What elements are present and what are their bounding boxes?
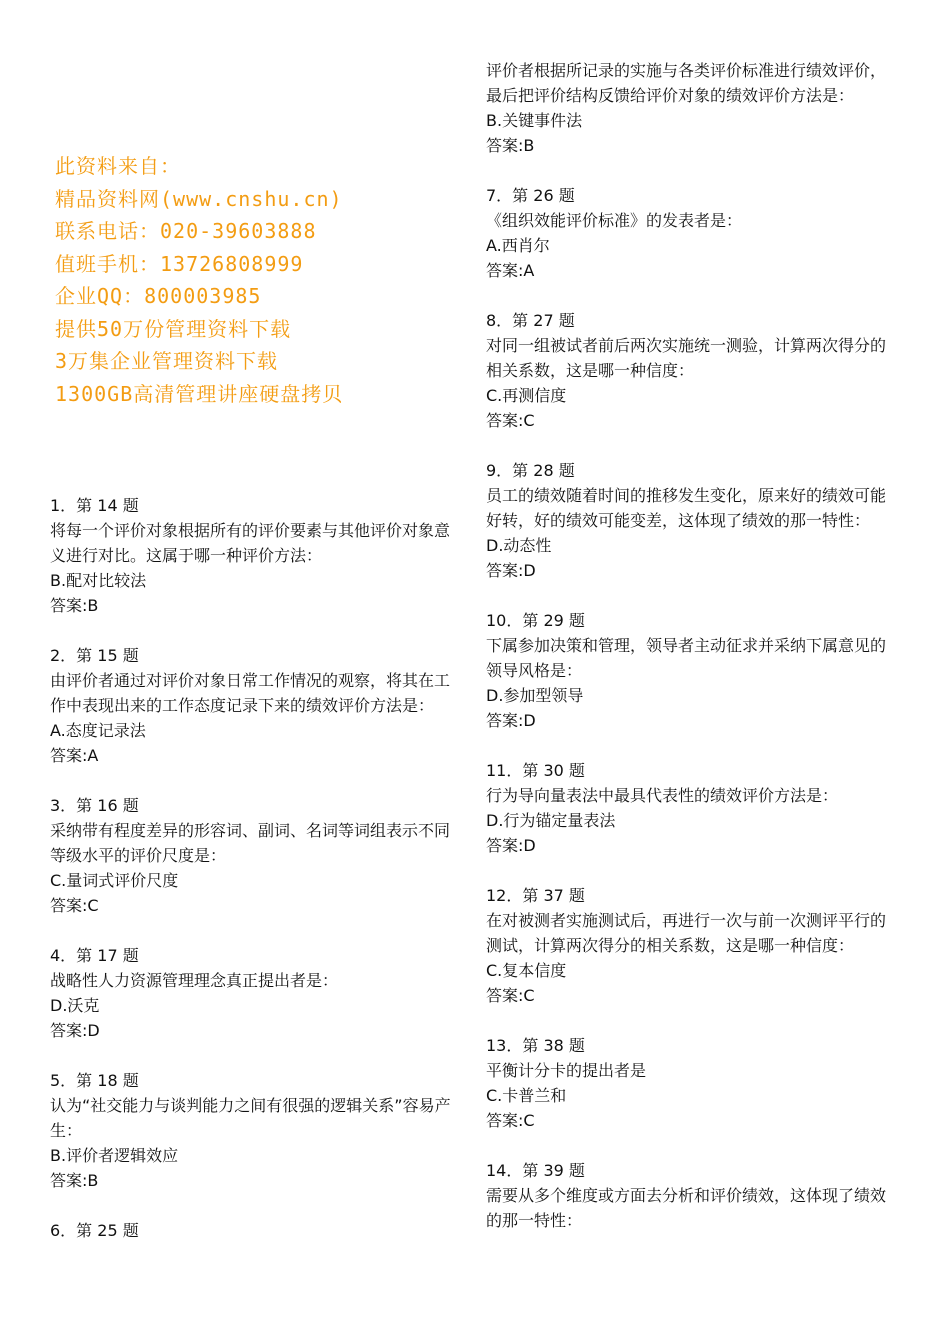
question-option: A.西肖尔 (486, 236, 550, 255)
source-info-block (55, 150, 455, 410)
question-text: 需要从多个维度或方面去分析和评价绩效，这体现了绩效的那一特性： (486, 1186, 887, 1230)
question-option: C.再测信度 (486, 386, 567, 405)
question-heading: 1．第 14 题 (50, 496, 139, 515)
question-option: B.关键事件法 (486, 111, 583, 130)
question-item (486, 458, 896, 583)
question-item (486, 58, 896, 158)
question-item (486, 1158, 896, 1233)
question-answer: 答案:D (486, 711, 536, 730)
question-heading: 14．第 39 题 (486, 1161, 585, 1180)
question-option: C.卡普兰和 (486, 1086, 567, 1105)
question-text: 采纳带有程度差异的形容词、副词、名词等词组表示不同等级水平的评价尺度是： (50, 821, 451, 865)
question-option: D.行为锚定量表法 (486, 811, 616, 830)
question-answer: 答案:C (486, 1111, 535, 1130)
source-info-line: 1300GB高清管理讲座硬盘拷贝 (55, 381, 344, 406)
source-info-line: 提供50万份管理资料下载 (55, 316, 292, 341)
source-info-line: 此资料来自： (55, 154, 181, 178)
question-item (486, 758, 896, 858)
question-text: 评价者根据所记录的实施与各类评价标准进行绩效评价，最后把评价结构反馈给评价对象的绩效评价方法是： (486, 61, 887, 105)
question-heading: 11．第 30 题 (486, 761, 585, 780)
question-item (50, 1068, 460, 1193)
question-text: 认为“社交能力与谈判能力之间有很强的逻辑关系”容易产生： (50, 1096, 451, 1140)
question-text: 行为导向量表法中最具代表性的绩效评价方法是： (486, 786, 839, 805)
question-text: 员工的绩效随着时间的推移发生变化，原来好的绩效可能好转，好的绩效可能变差，这体现了绩效的那一特性： (486, 486, 887, 530)
question-option: D.参加型领导 (486, 686, 584, 705)
question-text: 平衡计分卡的提出者是 (486, 1061, 647, 1080)
question-option: D.沃克 (50, 996, 100, 1015)
question-heading: 6．第 25 题 (50, 1221, 139, 1240)
question-answer: 答案:D (486, 561, 536, 580)
question-answer: 答案:D (50, 1021, 100, 1040)
question-heading: 2．第 15 题 (50, 646, 139, 665)
question-item (486, 183, 896, 283)
question-option: B.配对比较法 (50, 571, 147, 590)
question-item (486, 883, 896, 1008)
question-item (50, 943, 460, 1043)
question-heading: 7．第 26 题 (486, 186, 575, 205)
source-info-line: 值班手机：13726808999 (55, 251, 304, 276)
question-option: B.评价者逻辑效应 (50, 1146, 179, 1165)
source-info-line: 联系电话：020-39603888 (55, 219, 317, 243)
question-answer: 答案:C (486, 986, 535, 1005)
question-item (486, 608, 896, 733)
question-heading: 3．第 16 题 (50, 796, 139, 815)
right-column (486, 58, 896, 1258)
question-answer: 答案:D (486, 836, 536, 855)
question-answer: 答案:B (50, 596, 99, 615)
question-text: 《组织效能评价标准》的发表者是： (486, 211, 743, 230)
question-text: 由评价者通过对评价对象日常工作情况的观察，将其在工作中表现出来的工作态度记录下来的绩效评价方法是： (50, 671, 451, 715)
question-item (50, 643, 460, 768)
question-answer: 答案:A (486, 261, 535, 280)
question-text: 战略性人力资源管理理念真正提出者是： (50, 971, 339, 990)
question-text: 在对被测者实施测试后，再进行一次与前一次测评平行的测试，计算两次得分的相关系数，这是哪一种信度： (486, 911, 887, 955)
question-option: C.复本信度 (486, 961, 567, 980)
question-answer: 答案:B (486, 136, 535, 155)
question-answer: 答案:B (50, 1171, 99, 1190)
question-answer: 答案:C (486, 411, 535, 430)
source-info-line: 精品资料网(www.cnshu.cn) (55, 186, 343, 211)
question-item (50, 793, 460, 918)
question-heading: 8．第 27 题 (486, 311, 575, 330)
question-option: D.动态性 (486, 536, 552, 555)
question-text: 下属参加决策和管理，领导者主动征求并采纳下属意见的领导风格是： (486, 636, 887, 680)
source-info-line: 3万集企业管理资料下载 (55, 349, 279, 373)
question-heading: 10．第 29 题 (486, 611, 585, 630)
question-heading: 9．第 28 题 (486, 461, 575, 480)
left-column (50, 493, 460, 1268)
question-answer: 答案:C (50, 896, 99, 915)
question-item (50, 493, 460, 618)
question-heading: 5．第 18 题 (50, 1071, 139, 1090)
question-option: C.量词式评价尺度 (50, 871, 179, 890)
question-text: 将每一个评价对象根据所有的评价要素与其他评价对象意义进行对比。这属于哪一种评价方法： (50, 521, 451, 565)
question-text: 对同一组被试者前后两次实施统一测验，计算两次得分的相关系数，这是哪一种信度： (486, 336, 887, 380)
question-item (486, 1033, 896, 1133)
question-heading: 4．第 17 题 (50, 946, 139, 965)
question-answer: 答案:A (50, 746, 99, 765)
question-option: A.态度记录法 (50, 721, 146, 740)
question-item (50, 1218, 460, 1243)
question-heading: 13．第 38 题 (486, 1036, 585, 1055)
source-info-line: 企业QQ：800003985 (55, 284, 262, 308)
question-item (486, 308, 896, 433)
question-heading: 12．第 37 题 (486, 886, 585, 905)
